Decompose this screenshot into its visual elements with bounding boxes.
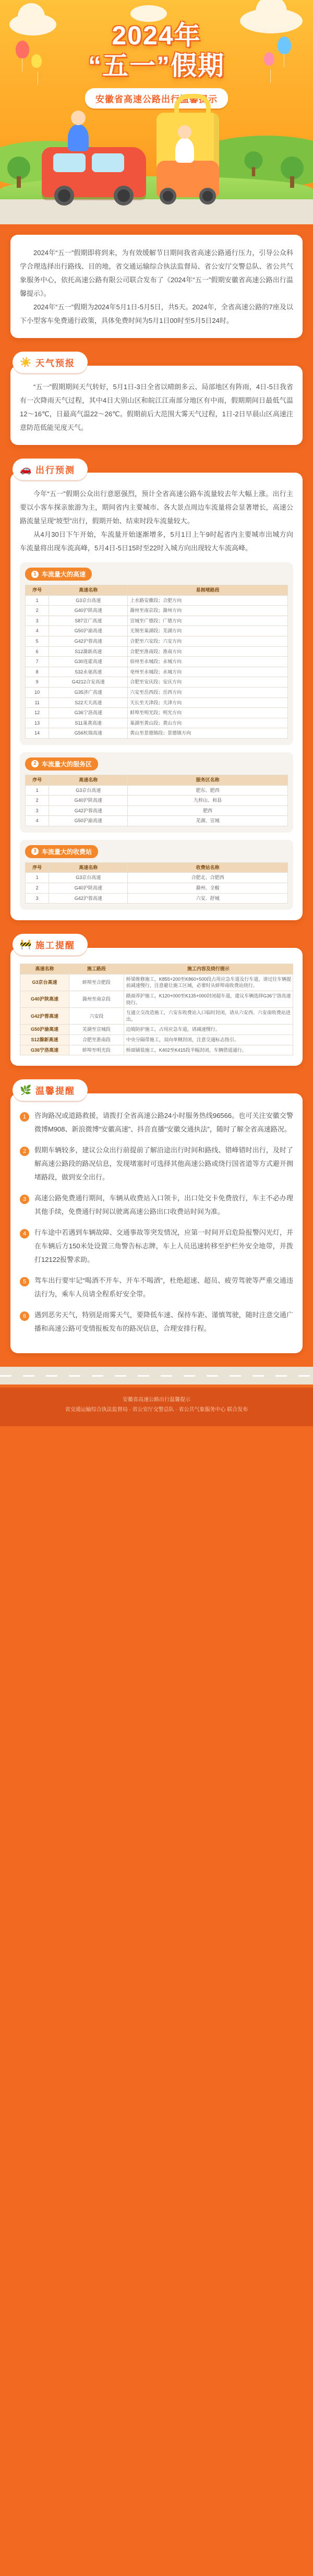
table-cell: G35济广高速 (49, 687, 128, 697)
table-row (26, 697, 288, 708)
footer-line-2: 省交通运输综合执法监督局 · 省公安厅交警总队 · 省公共气象服务中心 联合发布 (65, 1407, 248, 1413)
table-cell: 无锡至巢湖段；芜湖方向 (128, 626, 288, 636)
sun-icon: ☀️ (20, 357, 33, 367)
table-row (26, 883, 288, 894)
table-cell: 边坡防护施工，占用应急车道，请减速慢行。 (124, 1025, 293, 1035)
list-item (20, 1191, 293, 1219)
hero-title-holiday: “五一”假期 (88, 51, 225, 80)
table-header-cell: 高速名称 (20, 964, 69, 974)
table-row (26, 893, 288, 904)
table-cell: 九梓山、和县 (128, 796, 288, 806)
list-item (20, 1143, 293, 1184)
list-item-text: 遇到恶劣天气，特别是雨雾天气，要降低车速、保持车距、谨慎驾驶，随时注意交通广播和高速公路可变情报板发布的路况信息，合理安排行程。 (34, 1311, 293, 1333)
table-cell: S87宣广高速 (49, 616, 128, 626)
table-cell: G42沪蓉高速 (49, 805, 128, 816)
weather-badge-label: 天气预报 (35, 358, 75, 368)
table-cell: S11巢黄高速 (49, 718, 128, 728)
table-cell: 1 (26, 873, 49, 883)
table-cell: 桥梁维修施工，K855+200至K860+500段占用应急车道及行车道，请过往车辆提前减速慢行，注意避让施工区域，必要时从蚌埠南收费站绕行。 (124, 974, 293, 991)
list-item (20, 1109, 293, 1136)
table-cell: G36宁洛高速 (20, 1045, 69, 1055)
footer-band (0, 1388, 313, 1426)
table-header-cell: 高速名称 (49, 775, 128, 785)
table-cell: 2 (26, 796, 49, 806)
table-cell: 12 (26, 708, 49, 718)
list-bullet: 4 (20, 1229, 29, 1238)
table-cell: G42沪蓉高速 (49, 636, 128, 646)
table-header-cell: 易拥堵路段 (128, 585, 288, 596)
list-bullet: 2 (20, 1147, 29, 1156)
table-cell: 5 (26, 636, 49, 646)
traffic-badge (13, 459, 88, 480)
table-cell: 4 (26, 816, 49, 826)
table-cell: 肥西 (128, 805, 288, 816)
footer-line-1: 安徽省高速公路出行温馨提示 (123, 1397, 190, 1403)
table-cell: 11 (26, 697, 49, 708)
table-cell: 六安段 (69, 1008, 124, 1025)
list-item-text: 假期车辆较多，建议公众出行前提前了解沿途出行时间和路线、错峰错时出行，及时了解高速公路段的路况信息，发现堵塞时可选择其他高速公路或绕行国省道等方式避开拥堵路段，做到安全出行。 (34, 1146, 293, 1182)
list-item-text: 驾车出行要牢记“喝酒不开车、开车不喝酒”，杜绝超速、超员、疲劳驾驶等严重交通违法行为，乘车人员请全程系好安全带。 (34, 1277, 293, 1298)
table-cell: G40沪陕高速 (49, 796, 128, 806)
scooter-icon (156, 161, 219, 197)
table-row (26, 616, 288, 626)
table-cell: 3 (26, 893, 49, 904)
table-cell: G3京台高速 (49, 873, 128, 883)
table-row (26, 708, 288, 718)
table-cell: 滁州至南京段 (69, 991, 124, 1008)
panel-label: 车流量大的服务区 (42, 760, 92, 768)
table-row (26, 677, 288, 688)
tree-icon (244, 151, 262, 176)
tips-list (20, 1109, 293, 1335)
tips-badge (13, 1079, 88, 1101)
table-cell: G42沪蓉高速 (20, 1008, 69, 1025)
table-cell: 4 (26, 626, 49, 636)
table-cell: G50沪渝高速 (49, 626, 128, 636)
person-icon (68, 124, 89, 151)
table-row (26, 657, 288, 667)
table-cell: 肥东、肥西 (128, 785, 288, 796)
panel-number: 3 (31, 848, 39, 855)
table-row (26, 687, 288, 697)
hero-subtitle: 安徽省高速公路出行温馨提示 (85, 88, 228, 109)
construction-header (10, 934, 303, 955)
table-cell: 桥面铺装施工，K402至K415段半幅封闭，车辆借道通行。 (124, 1045, 293, 1055)
tree-icon (7, 157, 30, 188)
list-item-text: 高速公路免费通行期间，车辆从收费站入口领卡，出口处交卡免费放行，车主不必办理其他手续，免费通行时间以驶离高速公路出口收费站时间为准。 (34, 1194, 293, 1216)
intro-paragraph-2: 2024年“五一”假期为2024年5月1日-5月5日，共5天。2024年，全省高速公路的7座及以下小型客车免费通行政策，具体免费时间为5月1日00时至5月5日24时。 (20, 303, 293, 324)
table-cell: 合肥北、合肥西 (128, 873, 288, 883)
table-row (26, 636, 288, 646)
table-header-cell: 施工路段 (69, 964, 124, 974)
table-row (26, 785, 288, 796)
table-cell: G36宁洛高速 (49, 708, 128, 718)
table-cell: 蚌埠至明光段；明光方向 (128, 708, 288, 718)
table-cell: 2 (26, 883, 49, 894)
traffic-header (10, 459, 303, 480)
table-cell: 六安至岳西段；岳西方向 (128, 687, 288, 697)
table-row (26, 595, 288, 606)
table-cell: 合肥至淮南段 (69, 1035, 124, 1045)
table-row (20, 1045, 293, 1055)
table-cell: 六安、舒城 (128, 893, 288, 904)
table-row (20, 991, 293, 1008)
table-cell: 宿州至永城段；永城方向 (128, 657, 288, 667)
table-cell: 3 (26, 805, 49, 816)
table-cell: S12滁新高速 (20, 1035, 69, 1045)
table-cell: 滁州至南京段；滁州方向 (128, 606, 288, 616)
intro-section (0, 224, 313, 338)
table-header-cell: 序号 (26, 585, 49, 596)
table-cell: 蚌埠至合肥段 (69, 974, 124, 991)
table-cell: 黄山至景德镇段；景德镇方向 (128, 728, 288, 739)
table-header-cell: 高速名称 (49, 585, 128, 596)
table-cell: S32永毫高速 (49, 667, 128, 677)
car-icon: 🚗 (20, 464, 33, 474)
table-cell: 1 (26, 785, 49, 796)
table-cell: G42沪蓉高速 (49, 893, 128, 904)
table-cell: 宣城至广德段；广德方向 (128, 616, 288, 626)
tree-icon (281, 157, 304, 188)
table-header-cell: 高速名称 (49, 862, 128, 873)
table-header-cell: 收费站名称 (128, 862, 288, 873)
busy-service-areas-table (25, 775, 288, 826)
table-cell: 合肥至淮南段；淮南方向 (128, 646, 288, 657)
hero-banner (0, 0, 313, 224)
weather-badge (13, 352, 88, 373)
table-row (26, 805, 288, 816)
table-row (26, 667, 288, 677)
table-cell: 芜湖至宣城段 (69, 1025, 124, 1035)
table-cell: G4212合安高速 (49, 677, 128, 688)
busy-service-areas-title (25, 757, 98, 771)
intro-card (10, 235, 303, 338)
table-cell: 6 (26, 646, 49, 657)
traffic-card (10, 473, 303, 920)
list-item (20, 1308, 293, 1335)
table-header-cell: 服务区名称 (128, 775, 288, 785)
table-cell: G3京台高速 (49, 595, 128, 606)
table-cell: 合肥至安庆段；安庆方向 (128, 677, 288, 688)
table-cell: G50沪渝高速 (49, 816, 128, 826)
busy-highways-title (25, 568, 92, 581)
table-row (26, 646, 288, 657)
traffic-section (0, 459, 313, 920)
hero-illustration (0, 94, 313, 224)
table-cell: 蚌埠至明光段 (69, 1045, 124, 1055)
construction-badge (13, 934, 88, 955)
table-row (26, 796, 288, 806)
busy-service-areas-panel (20, 752, 293, 833)
table-cell: 天长至天津段；天津方向 (128, 697, 288, 708)
person-icon (175, 138, 194, 163)
list-item-text: 咨询路况或道路救援，请拨打全省高速公路24小时服务热线96566。也可关注安徽交警微博M908、新浪微博“安徽高速”、抖音直播“安徽交通执法”，随时了解全省高速路况。 (34, 1112, 293, 1134)
table-cell: 芜湖、宣城 (128, 816, 288, 826)
tips-section (0, 1079, 313, 1353)
intro-paragraph-1: 2024年“五一”假期即将到来，为有效缓解节日期间我省高速公路通行压力，引导公众科学合理选择出行路线、目的地，省交通运输综合执法监督局、省公安厅交警总队、省公共气象服务中心，依托高速公路有限公司联合发布了《2024年“五一”假期安徽省高速公路出行温馨提示》。 (20, 249, 293, 297)
table-cell: 8 (26, 667, 49, 677)
weather-paragraph-1: “五一”假期期间天气转好，5月1日-3日全省以晴朗多云、局部地区有阵雨，4日-5日我省有一次降雨天气过程，其中4日大别山区和皖江江南部分地区有中雨，假期期间日最低气温12～16℃，日最高气温22～26℃。假期前后大范围大雾天气过程，1日-2日早晨山区高速注意防范低能见度天气。 (20, 383, 293, 431)
busy-toll-stations-title (25, 845, 98, 858)
busy-highways-panel (20, 562, 293, 745)
list-bullet: 1 (20, 1112, 29, 1122)
panel-number: 2 (31, 760, 39, 767)
list-item-text: 行车途中若遇到车辆故障、交通事故等突发情况，应第一时间开启危险报警闪光灯，并在车辆后方150米处设置三角警告标志牌，车上人员迅速转移至护栏外安全地带，并拨打12122报警求助。 (34, 1229, 293, 1264)
traffic-badge-label: 出行预测 (35, 465, 75, 475)
table-cell: G40沪陕高速 (20, 991, 69, 1008)
list-item (20, 1274, 293, 1301)
table-cell: S22天天高速 (49, 697, 128, 708)
table-header-cell: 序号 (26, 862, 49, 873)
panel-label: 车流量大的收费站 (42, 848, 92, 856)
list-bullet: 3 (20, 1195, 29, 1204)
list-item (20, 1226, 293, 1267)
panel-number: 1 (31, 571, 39, 578)
table-cell: 3 (26, 616, 49, 626)
road-divider (0, 1367, 313, 1385)
table-cell: 合肥至六安段；六安方向 (128, 636, 288, 646)
table-cell: 巢湖至黄山段；黄山方向 (128, 718, 288, 728)
table-cell: G3京台高速 (49, 785, 128, 796)
traffic-paragraph-1: 今年“五一”假期公众出行意愿强烈，预计全省高速公路车流量较去年大幅上涨。出行主要以小客车探亲旅游为主，期间省内主要城市、各大景点周边车流量将会显著增长，高速公路流量呈现“坡型”出行，假期开始、结束时段车流量较大。 (20, 490, 293, 525)
table-row (20, 1008, 293, 1025)
table-header-cell: 序号 (26, 775, 49, 785)
table-cell: 上水路安徽段；合肥方向 (128, 595, 288, 606)
tips-header (10, 1079, 303, 1101)
weather-card (10, 366, 303, 445)
leaf-icon: 🌿 (20, 1085, 33, 1096)
table-row (20, 974, 293, 991)
table-row (26, 816, 288, 826)
traffic-paragraph-2: 从4月30日下午开始，车流量开始逐渐增多，5月1日上午9时起省内主要城市出城方向车流量将出现车流高峰，5月4日-5日15时至22时入城方向出现较大车流高峰。 (20, 531, 293, 552)
table-row (26, 718, 288, 728)
busy-highways-table (25, 585, 288, 739)
table-cell: 2 (26, 606, 49, 616)
list-bullet: 6 (20, 1311, 29, 1321)
table-cell: 路面养护施工，K120+000至K135+000封闭超车道，建议车辆选择G36宁洛高速绕行。 (124, 991, 293, 1008)
table-header-cell: 施工内容及绕行提示 (124, 964, 293, 974)
table-cell: G30连霍高速 (49, 657, 128, 667)
table-row (26, 873, 288, 883)
table-cell: 9 (26, 677, 49, 688)
table-cell: 14 (26, 728, 49, 739)
table-cell: G56杭瑞高速 (49, 728, 128, 739)
table-cell: G50沪渝高速 (20, 1025, 69, 1035)
cloud-icon (130, 5, 167, 22)
table-row (26, 606, 288, 616)
construction-table (20, 964, 293, 1055)
table-cell: 13 (26, 718, 49, 728)
table-cell: 互通立交改造施工，六安东收费站入口临时封闭，请从六安西、六安南收费站进出。 (124, 1008, 293, 1025)
busy-toll-stations-table (25, 862, 288, 904)
table-row (26, 626, 288, 636)
table-cell: G40沪陕高速 (49, 883, 128, 894)
table-cell: G3京台高速 (20, 974, 69, 991)
tips-badge-label: 温馨提醒 (35, 1086, 75, 1097)
busy-toll-stations-panel (20, 840, 293, 910)
table-cell: 滁州、全椒 (128, 883, 288, 894)
footer (0, 1385, 313, 1442)
weather-section (0, 352, 313, 445)
construction-icon: 🚧 (20, 939, 33, 950)
construction-section (0, 934, 313, 1066)
table-cell: S12滁新高速 (49, 646, 128, 657)
table-row (20, 1035, 293, 1045)
table-row (26, 728, 288, 739)
table-cell: 10 (26, 687, 49, 697)
table-cell: 中央分隔带施工，双向单侧封闭，注意交通标志指引。 (124, 1035, 293, 1045)
hero-title-year: 2024年 (112, 21, 201, 50)
construction-badge-label: 施工提醒 (35, 941, 75, 951)
road-shape (0, 199, 313, 224)
table-row (20, 1025, 293, 1035)
tips-card (10, 1093, 303, 1353)
table-cell: 7 (26, 657, 49, 667)
table-cell: 亳州至永城段；永城方向 (128, 667, 288, 677)
panel-label: 车流量大的高速 (42, 571, 86, 578)
car-icon (42, 147, 146, 197)
construction-card (10, 948, 303, 1066)
table-cell: 1 (26, 595, 49, 606)
weather-header (10, 352, 303, 373)
list-bullet: 5 (20, 1277, 29, 1286)
table-cell: G40沪陕高速 (49, 606, 128, 616)
